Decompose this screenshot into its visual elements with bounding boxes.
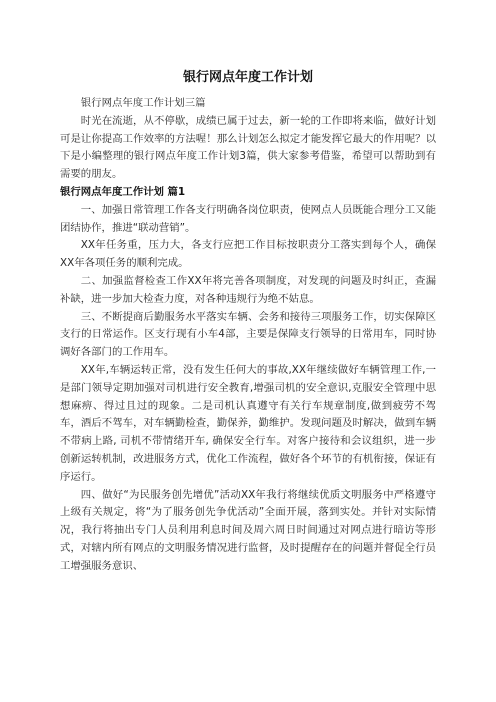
- section-heading: 银行网点年度工作计划 篇1: [60, 185, 186, 198]
- document-subtitle: 银行网点年度工作计划三篇: [80, 97, 206, 109]
- body-paragraph: 二、加强监督检查工作XX年将完善各项制度，对发现的问题及时纠正，查漏补缺，进一步加大检查力度，对各种违规行为绝不姑息。: [60, 274, 436, 305]
- body-paragraph: XX年,车辆运转正常，没有发生任何大的事故,XX年继续做好车辆管理工作,一是部门领导定期加强对司机进行安全教育,增强司机的安全意识,克服安全管理中思想麻痹、得过且过的现象。二是司机认真遵守有关行车规章制度,做到疲劳不驾车，酒后不驾车，对车辆勤检查，勤保养，勤维护。发现问题及时解决，做到车辆不带病上路, 司机不带情绪开车, 确保安全行车。对客户接待和会议组织，进一步创新运转机制，改进服务方式，优化工作流程，做好各个环节的有机衔接，保证有序运行。: [60, 363, 436, 483]
- document-title: 银行网点年度工作计划: [182, 70, 313, 85]
- body-paragraph: 一、加强日常管理工作各支行明确各岗位职责，使网点人员既能合理分工又能团结协作，推进“联动营销”。: [60, 203, 436, 234]
- document-body: [60, 95, 436, 576]
- body-paragraph: 三、不断提商后勤服务水平落实车辆、会务和接待三项服务工作，切实保障区支行的日常运作。区支行现有小车4部，主要是保障支行领导的日常用车，同时协调好各部门的工作用车。: [60, 310, 436, 359]
- intro-paragraph: 时光在流逝，从不停歇，成绩已属于过去，新一轮的工作即将来临，做好计划可是让你提高工作效率的方法喔！那么计划怎么拟定才能发挥它最大的作用呢？以下是小编整理的银行网点年度工作计划3篇，供大家参考借鉴，希望可以帮助到有需要的朋友。: [60, 114, 436, 181]
- body-paragraph: 四、做好“为民服务创先增优”活动XX年我行将继续优质文明服务中严格遵守上级有关规定，将“为了服务创先争优活动”全面开展，落到实处。并针对实际情况，我行将抽出专门人员利用利息时间及周六周日时间通过对网点进行暗访等形式，对辖内所有网点的文明服务情况进行监督，及时提醒存在的问题并督促全行员工增强服务意识、: [60, 488, 436, 572]
- body-paragraph: XX年任务重，压力大，各支行应把工作目标按职责分工落实到每个人，确保XX年各项任务的顺利完成。: [60, 239, 436, 270]
